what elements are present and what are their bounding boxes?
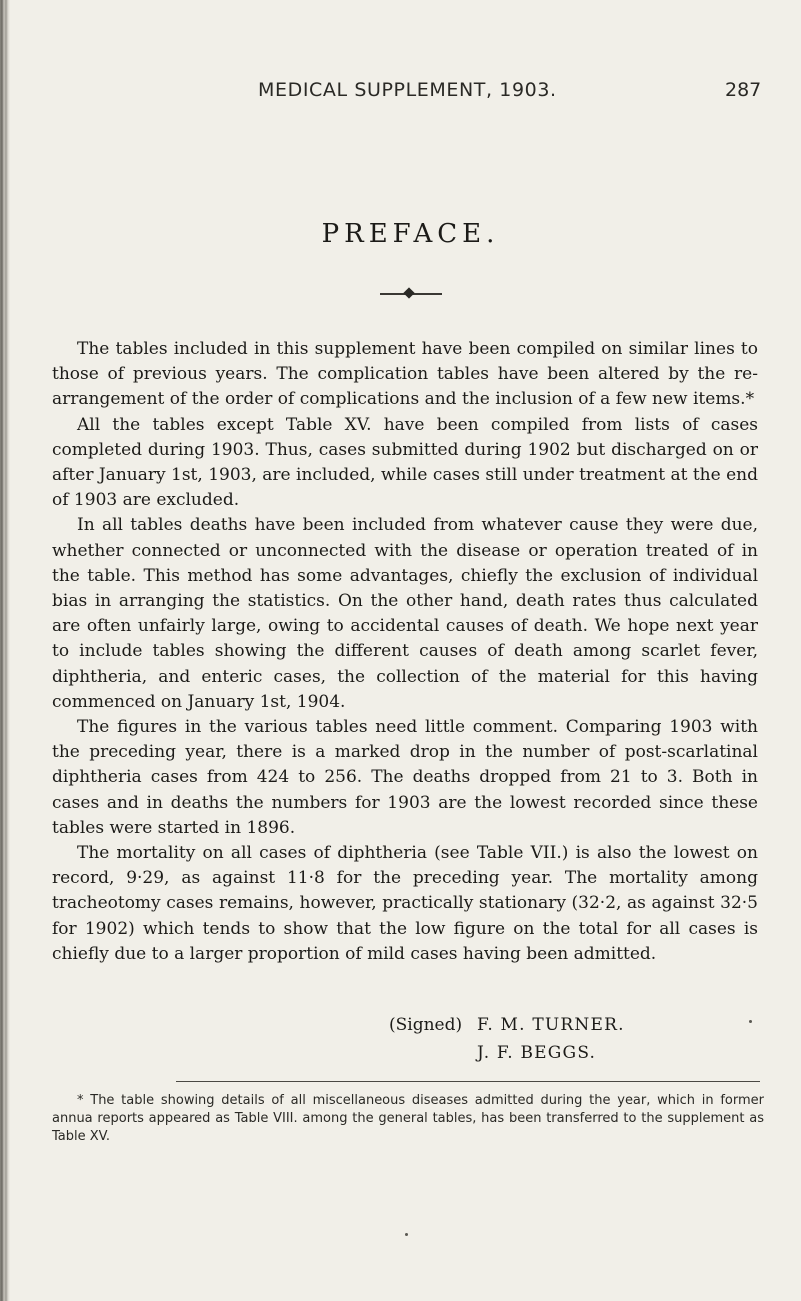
paragraph: The tables included in this supplement have been compiled on similar lines to those of previous years. The complication tables have been altered by the re-arrangement of the order of complications and the inclusion of a few new items.* (52, 339, 758, 410)
running-head: MEDICAL SUPPLEMENT, 1903. (258, 79, 557, 101)
footnote-rule (176, 1081, 760, 1082)
signed-label: (Signed) (389, 1015, 463, 1035)
paper-speck (405, 1233, 408, 1236)
footnote (52, 1092, 764, 1146)
paragraph: In all tables deaths have been included from whatever cause they were due, whether connected or unconnected with the disease or operation treated of in the table. This method has some advantages, chiefly the exclusion of individual bias in arranging the statistics. On the other hand, death rates thus calculated are often unfairly large, owing to accidental causes of death. We hope next year to include tables showing the different causes of death among scarlet fever, diphtheria, and enteric cases, the collection of the material for this having commenced on January 1st, 1904. (52, 515, 758, 712)
signatory-name: F. M. TURNER. (477, 1015, 625, 1035)
paper-speck (749, 1020, 752, 1023)
footnote-marker: * (77, 1093, 84, 1108)
page-title: PREFACE. (321, 219, 500, 249)
signature-row (389, 1011, 625, 1039)
diamond-ornament-icon (403, 287, 414, 298)
page-number: 287 (725, 79, 762, 101)
paragraph: All the tables except Table XV. have been compiled from lists of cases completed during 1903. Thus, cases submitted during 1902 but discharged on or after January 1st, 1903, are included, while cases still under treatment at the end of 1903 are excluded. (52, 414, 758, 511)
signatory-name: J. F. BEGGS. (477, 1043, 597, 1063)
signature-block (389, 1011, 625, 1067)
paragraph: The mortality on all cases of diphtheria (see Table VII.) is also the lowest on record, 9·29, as against 11·8 for the preceding year. The mortality among tracheotomy cases remains, however, practically stationary (32·2, as against 32·5 for 1902) which tends to show that the low figure on the total for all cases is chiefly due to a larger proportion of mild cases having been admitted. (52, 843, 758, 964)
paragraph: The figures in the various tables need little comment. Comparing 1903 with the preceding year, there is a marked drop in the number of post-scarlatinal diphtheria cases from 424 to 256. The deaths dropped from 21 to 3. Both in cases and in deaths the numbers for 1903 are the lowest recorded since these tables were started in 1896. (52, 717, 758, 838)
footnote-text: The table showing details of all miscellaneous diseases admitted during the year, which in former annua reports appeared as Table VIII. among the general tables, has been transferred to the supplement as Table XV. (52, 1093, 764, 1144)
page-binding-edge (0, 0, 10, 1301)
preface-body (52, 337, 758, 967)
signature-row (389, 1039, 625, 1067)
